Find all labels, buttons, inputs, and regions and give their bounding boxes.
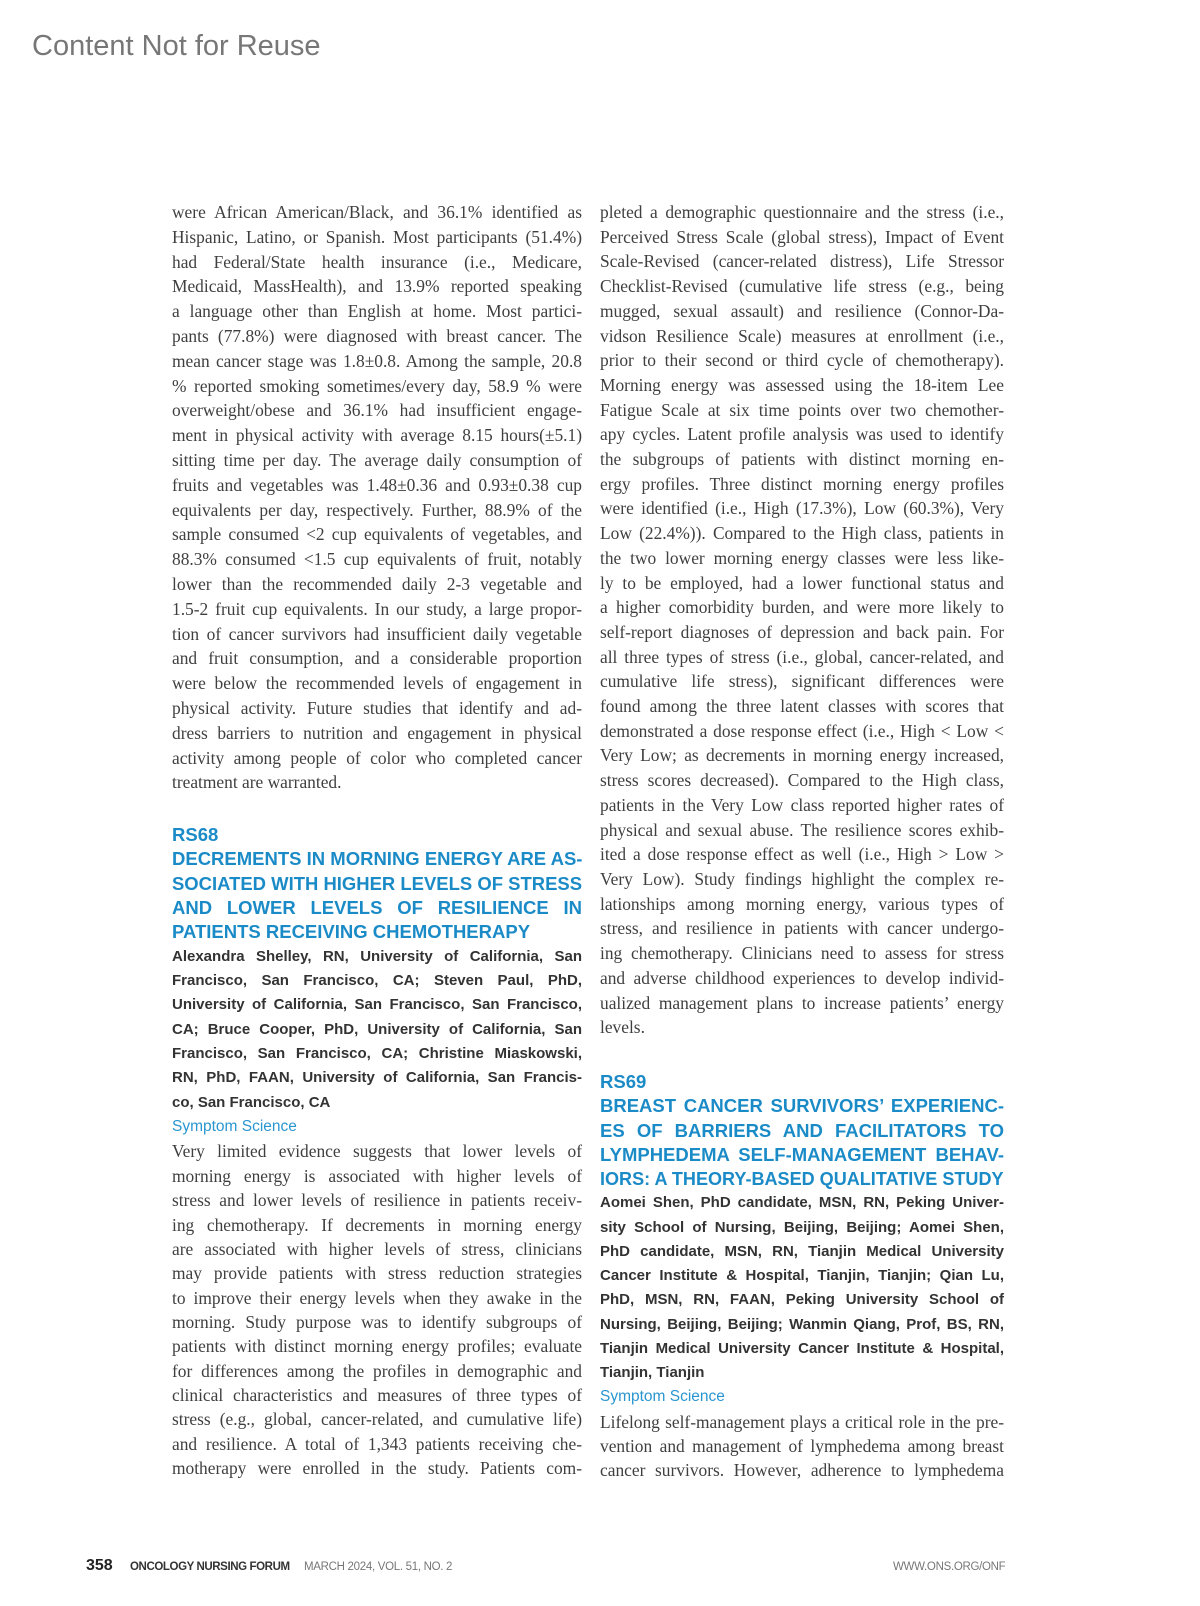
text-line: AND LOWER LEVELS OF RESILIENCE IN bbox=[172, 897, 582, 919]
abstract-body bbox=[172, 1139, 582, 1480]
text-line: prior to their second or third cycle of chemotherapy). bbox=[600, 350, 1004, 371]
text-line: SOCIATED WITH HIGHER LEVELS OF STRESS bbox=[172, 872, 582, 894]
text-line: PhD, MSN, RN, FAAN, Peking University School of bbox=[600, 1291, 1004, 1309]
text-line: Francisco, San Francisco, CA; Christine Miaskowski, bbox=[172, 1045, 582, 1063]
text-line: mean cancer stage was 1.8±0.8. Among the sample, 20.8 bbox=[172, 350, 582, 371]
text-line: for differences among the profiles in demographic and bbox=[172, 1360, 582, 1381]
text-line: 88.3% consumed <1.5 cup equivalents of fruit, notably bbox=[172, 549, 582, 570]
text-line: apy cycles. Latent profile analysis was used to identify bbox=[600, 424, 1004, 445]
text-line: Scale-Revised (cancer-related distress), Life Stressor bbox=[600, 251, 1004, 272]
text-line: ly to be employed, had a lower functional status and bbox=[600, 572, 1004, 593]
text-line: Hispanic, Latino, or Spanish. Most participants (51.4%) bbox=[172, 226, 582, 247]
abstract-rs68 bbox=[172, 823, 582, 1480]
text-line: Very Low; as decrements in morning energy increased, bbox=[600, 745, 1004, 766]
text-line: physical activity. Future studies that identify and ad- bbox=[172, 697, 582, 718]
text-line: all three types of stress (i.e., global, cancer-related, and bbox=[600, 646, 1004, 667]
text-line: motherapy were enrolled in the study. Patients com- bbox=[172, 1457, 582, 1478]
text-line: may provide patients with stress reduction strategies bbox=[172, 1263, 582, 1284]
text-line: pleted a demographic questionnaire and the stress (i.e., bbox=[600, 202, 1004, 222]
text-line: to improve their energy levels when they awake in the bbox=[172, 1287, 582, 1308]
text-line: the subgroups of patients with distinct morning en- bbox=[600, 449, 1004, 470]
watermark: Content Not for Reuse bbox=[32, 30, 321, 62]
text-line: clinical characteristics and measures of three types of bbox=[172, 1384, 582, 1405]
text-line: had Federal/State health insurance (i.e., Medicare, bbox=[172, 251, 582, 272]
text-line: tion of cancer survivors had insufficient daily vegetable bbox=[172, 623, 582, 644]
text-line: IORS: A THEORY-BASED QUALITATIVE STUDY bbox=[600, 1168, 1004, 1189]
text-line: stress (e.g., global, cancer-related, and cumulative life) bbox=[172, 1409, 582, 1430]
text-line: LYMPHEDEMA SELF-MANAGEMENT BEHAV- bbox=[600, 1143, 1004, 1165]
text-line: self-report diagnoses of depression and back pain. For bbox=[600, 621, 1004, 642]
text-line: Aomei Shen, PhD candidate, MSN, RN, Peking Univer- bbox=[600, 1194, 1004, 1212]
text-line: Fatigue Scale at six time points over two chemother- bbox=[600, 399, 1004, 420]
abstract-body bbox=[600, 1410, 1004, 1483]
abstract-rs69 bbox=[600, 1070, 1004, 1482]
text-line: ited a dose response effect as well (i.e., High > Low > bbox=[600, 844, 1004, 865]
text-line: cancer survivors. However, adherence to lymphedema bbox=[600, 1460, 1004, 1480]
text-line: Perceived Stress Scale (global stress), Impact of Event bbox=[600, 226, 1004, 247]
abstract-id: RS69 bbox=[600, 1071, 647, 1092]
text-line: morning energy is associated with higher levels of bbox=[172, 1165, 582, 1186]
abstract-category: Symptom Science bbox=[172, 1118, 297, 1136]
text-line: ing chemotherapy. Clinicians need to assess for stress bbox=[600, 943, 1004, 964]
text-line: stress and lower levels of resilience in patients receiv- bbox=[172, 1190, 582, 1211]
text-line: lationships among morning energy, various types of bbox=[600, 893, 1004, 914]
text-line: Checklist-Revised (cumulative life stress (e.g., being bbox=[600, 276, 1004, 297]
text-line: Tianjin Medical University Cancer Institute & Hospital, bbox=[600, 1339, 1004, 1357]
text-line: PATIENTS RECEIVING CHEMOTHERAPY bbox=[172, 921, 531, 943]
text-line: morning. Study purpose was to identify subgroups of bbox=[172, 1311, 582, 1332]
text-line: DECREMENTS IN MORNING ENERGY ARE AS- bbox=[172, 848, 583, 870]
abstract-title bbox=[600, 1094, 1004, 1191]
text-line: fruits and vegetables was 1.48±0.36 and 0.93±0.38 cup bbox=[172, 474, 582, 495]
text-line: ES OF BARRIERS AND FACILITATORS TO bbox=[600, 1119, 1004, 1141]
continued-paragraph bbox=[172, 200, 582, 795]
text-line: ualized management plans to increase patients’ energy bbox=[600, 992, 1004, 1013]
text-line: RN, PhD, FAAN, University of California, San Francis- bbox=[172, 1069, 582, 1087]
text-line: cumulative life stress), significant differences were bbox=[600, 671, 1004, 692]
text-line: activity among people of color who completed cancer bbox=[172, 747, 582, 768]
text-line: a language other than English at home. Most partici- bbox=[172, 301, 582, 322]
text-line: were African American/Black, and 36.1% identified as bbox=[172, 202, 582, 222]
text-line: Francisco, San Francisco, CA; Steven Paul, PhD, bbox=[172, 972, 582, 990]
text-line: sity School of Nursing, Beijing, Beijing; Aomei Shen, bbox=[600, 1218, 1004, 1236]
text-line: equivalents per day, respectively. Further, 88.9% of the bbox=[172, 499, 582, 520]
text-line: Nursing, Beijing, Beijing; Wanmin Qiang, Prof, BS, RN, bbox=[600, 1315, 1004, 1333]
text-line: were below the recommended levels of engagement in bbox=[172, 673, 582, 694]
text-line: and resilience. A total of 1,343 patients receiving che- bbox=[172, 1433, 582, 1454]
abstract-title bbox=[172, 847, 582, 944]
text-line: Cancer Institute & Hospital, Tianjin, Tianjin; Qian Lu, bbox=[600, 1267, 1004, 1284]
text-line: a higher comorbidity burden, and were more likely to bbox=[600, 597, 1004, 618]
page-number: 358 bbox=[86, 1557, 113, 1574]
text-line: sample consumed <2 cup equivalents of vegetables, and bbox=[172, 524, 582, 545]
text-line: BREAST CANCER SURVIVORS’ EXPERIENC- bbox=[600, 1095, 1004, 1117]
journal-name: ONCOLOGY NURSING FORUM bbox=[130, 1561, 290, 1573]
abstract-body-continued bbox=[600, 200, 1004, 1040]
text-line: and adverse childhood experiences to develop individ- bbox=[600, 967, 1004, 988]
text-line: % reported smoking sometimes/every day, 58.9 % were bbox=[172, 375, 582, 396]
text-line: ing chemotherapy. If decrements in morning energy bbox=[172, 1214, 582, 1235]
text-line: levels. bbox=[600, 1017, 645, 1038]
text-line: vidson Resilience Scale) measures at enrollment (i.e., bbox=[600, 325, 1004, 346]
text-line: stress scores decreased). Compared to the High class, bbox=[600, 770, 1004, 791]
text-line: Lifelong self-management plays a critical role in the pre- bbox=[600, 1411, 1004, 1432]
text-line: Morning energy was assessed using the 18-item Lee bbox=[600, 374, 1004, 395]
abstract-id: RS68 bbox=[172, 824, 219, 845]
text-line: are associated with higher levels of stress, clinicians bbox=[172, 1238, 582, 1259]
text-line: PhD candidate, MSN, RN, Tianjin Medical University bbox=[600, 1242, 1004, 1260]
text-line: Very limited evidence suggests that lower levels of bbox=[172, 1141, 582, 1162]
text-line: patients in the Very Low class reported higher rates of bbox=[600, 794, 1004, 815]
text-line: Alexandra Shelley, RN, University of California, San bbox=[172, 947, 582, 965]
text-line: University of California, San Francisco, San Francisco, bbox=[172, 996, 582, 1014]
text-line: CA; Bruce Cooper, PhD, University of California, San bbox=[172, 1020, 582, 1038]
journal-url[interactable]: WWW.ONS.ORG/ONF bbox=[893, 1561, 1006, 1573]
abstract-category: Symptom Science bbox=[600, 1388, 725, 1406]
text-line: dress barriers to nutrition and engagement in physical bbox=[172, 722, 582, 743]
text-line: Low (22.4%)). Compared to the High class, patients in bbox=[600, 523, 1004, 544]
text-line: treatment are warranted. bbox=[172, 772, 342, 793]
text-line: Tianjin, Tianjin bbox=[600, 1364, 705, 1381]
text-line: overweight/obese and 36.1% had insufficient engage- bbox=[172, 400, 582, 421]
text-line: the two lower morning energy classes were less like- bbox=[600, 547, 1004, 568]
text-line: lower than the recommended daily 2-3 vegetable and bbox=[172, 573, 582, 594]
text-line: vention and management of lymphedema among breast bbox=[600, 1435, 1004, 1456]
text-line: co, San Francisco, CA bbox=[172, 1093, 331, 1111]
abstract-authors bbox=[600, 1191, 1004, 1385]
text-line: physical and sexual abuse. The resilience scores exhib- bbox=[600, 819, 1004, 840]
abstract-authors bbox=[172, 945, 582, 1115]
text-line: mugged, sexual assault) and resilience (Connor-Da- bbox=[600, 300, 1004, 321]
text-line: sitting time per day. The average daily consumption of bbox=[172, 449, 582, 470]
text-line: Very Low). Study findings highlight the complex re- bbox=[600, 868, 1004, 889]
text-line: stress, and resilience in patients with cancer undergo- bbox=[600, 918, 1004, 939]
text-line: ment in physical activity with average 8.15 hours(±5.1) bbox=[172, 425, 582, 446]
issue-info: MARCH 2024, VOL. 51, NO. 2 bbox=[304, 1561, 453, 1573]
text-line: found among the three latent classes with scores that bbox=[600, 696, 1004, 717]
text-line: Medicaid, MassHealth), and 13.9% reported speaking bbox=[172, 276, 582, 297]
text-line: 1.5-2 fruit cup equivalents. In our study, a large propor- bbox=[172, 598, 582, 619]
text-line: demonstrated a dose response effect (i.e., High < Low < bbox=[600, 720, 1004, 741]
text-line: pants (77.8%) were diagnosed with breast cancer. The bbox=[172, 325, 582, 346]
text-line: were identified (i.e., High (17.3%), Low (60.3%), Very bbox=[600, 498, 1004, 519]
text-line: patients with distinct morning energy profiles; evaluate bbox=[172, 1336, 582, 1357]
text-line: and fruit consumption, and a considerable proportion bbox=[172, 648, 582, 669]
text-line: ergy profiles. Three distinct morning energy profiles bbox=[600, 473, 1004, 494]
